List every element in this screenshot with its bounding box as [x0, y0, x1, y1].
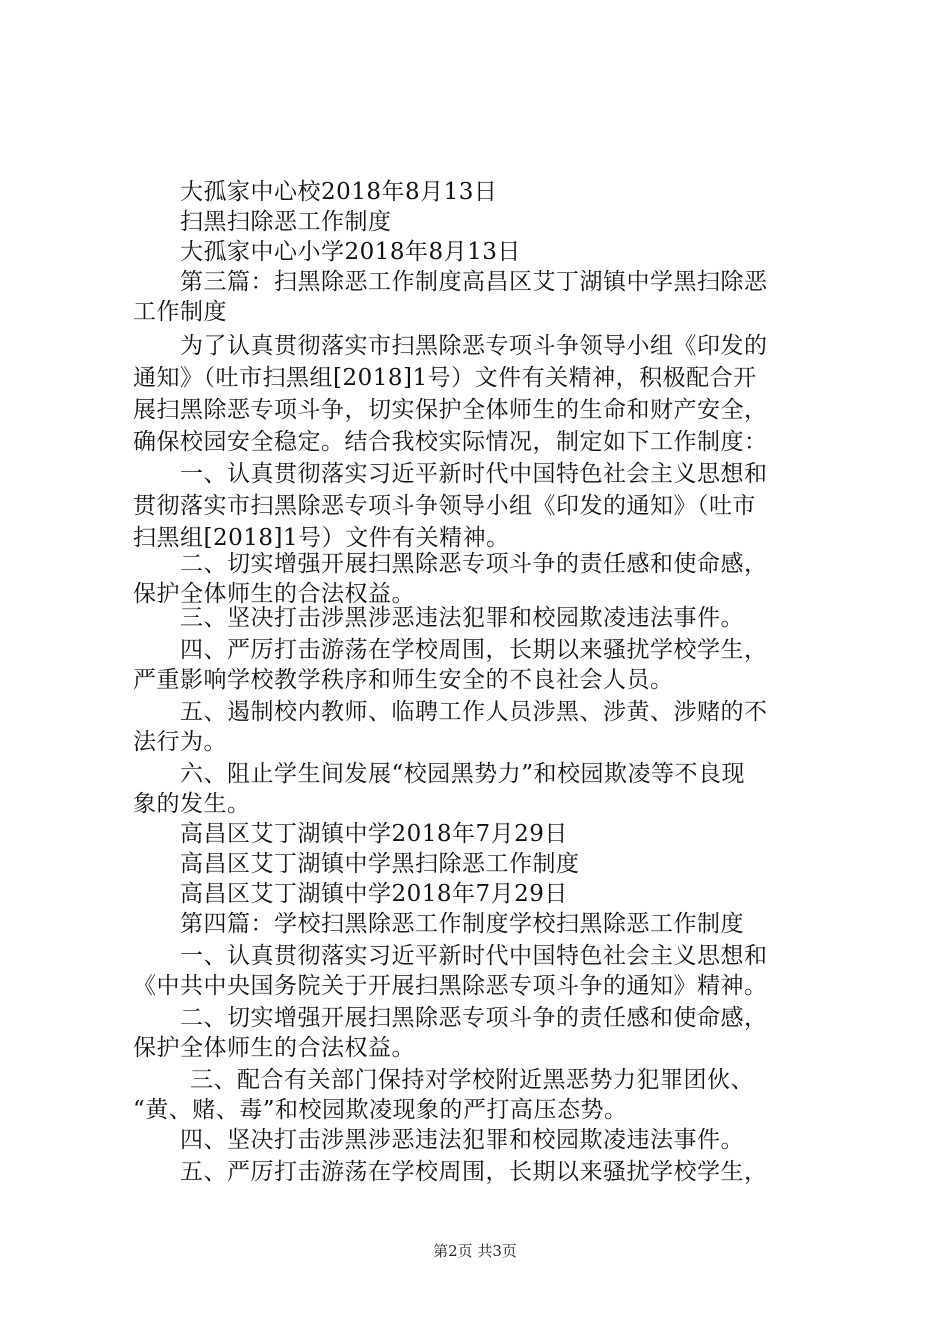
- text-line: 五、严厉打击游荡在学校周围，长期以来骚扰学校学生，: [180, 1159, 768, 1185]
- text-line: 五、遏制校内教师、临聘工作人员涉黑、涉黄、涉赌的不: [180, 699, 768, 725]
- text-line: 扫黑扫除恶工作制度: [180, 209, 392, 235]
- text-line: “黄、赌、毒”和校园欺凌现象的严打高压态势。: [133, 1097, 628, 1123]
- text-line: 高昌区艾丁湖镇中学2018年7月29日: [180, 821, 568, 847]
- text-line: 象的发生。: [133, 791, 251, 817]
- section-heading: 工作制度: [133, 299, 227, 325]
- text-line: 高昌区艾丁湖镇中学黑扫除恶工作制度: [180, 851, 580, 877]
- text-line: 一、认真贯彻落实习近平新时代中国特色社会主义思想和: [180, 461, 768, 487]
- section-heading: 第四篇：学校扫黑除恶工作制度学校扫黑除恶工作制度: [180, 911, 744, 937]
- text-line: 三、配合有关部门保持对学校附近黑恶势力犯罪团伙、: [190, 1067, 754, 1093]
- text-line: 六、阻止学生间发展“校园黑势力”和校园欺凌等不良现: [180, 761, 746, 787]
- text-line: 展扫黑除恶专项斗争，切实保护全体师生的生命和财产安全，: [133, 397, 768, 423]
- text-line: 大孤家中心校2018年8月13日: [180, 179, 498, 205]
- text-line: 大孤家中心小学2018年8月13日: [180, 239, 521, 265]
- text-line: 保护全体师生的合法权益。: [133, 1035, 415, 1061]
- text-line: 高昌区艾丁湖镇中学2018年7月29日: [180, 881, 568, 907]
- text-line: 严重影响学校教学秩序和师生安全的不良社会人员。: [133, 667, 674, 693]
- text-line: 为了认真贯彻落实市扫黑除恶专项斗争领导小组《印发的: [180, 333, 768, 359]
- text-line: 保护全体师生的合法权益。: [133, 581, 415, 607]
- text-line: 扫黑组[2018]1号）文件有关精神。: [133, 525, 510, 551]
- text-line: 二、切实增强开展扫黑除恶专项斗争的责任感和使命感，: [180, 1005, 768, 1031]
- text-line: 《中共中央国务院关于开展扫黑除恶专项斗争的通知》精神。: [133, 973, 768, 999]
- text-line: 三、坚决打击涉黑涉恶违法犯罪和校园欺凌违法事件。: [180, 605, 744, 631]
- text-line: 通知》（吐市扫黑组[2018]1号）文件有关精神，积极配合开: [133, 365, 757, 391]
- text-line: 确保校园安全稳定。结合我校实际情况，制定如下工作制度：: [133, 429, 768, 455]
- text-line: 四、坚决打击涉黑涉恶违法犯罪和校园欺凌违法事件。: [180, 1127, 744, 1153]
- text-line: 法行为。: [133, 729, 227, 755]
- text-line: 二、切实增强开展扫黑除恶专项斗争的责任感和使命感，: [180, 551, 768, 577]
- page-number: 第2页 共3页: [433, 1242, 517, 1260]
- text-line: 贯彻落实市扫黑除恶专项斗争领导小组《印发的通知》（吐市: [133, 493, 756, 519]
- text-line: 一、认真贯彻落实习近平新时代中国特色社会主义思想和: [180, 943, 768, 969]
- section-heading: 第三篇：扫黑除恶工作制度高昌区艾丁湖镇中学黑扫除恶: [180, 269, 768, 295]
- text-line: 四、严厉打击游荡在学校周围，长期以来骚扰学校学生，: [180, 637, 768, 663]
